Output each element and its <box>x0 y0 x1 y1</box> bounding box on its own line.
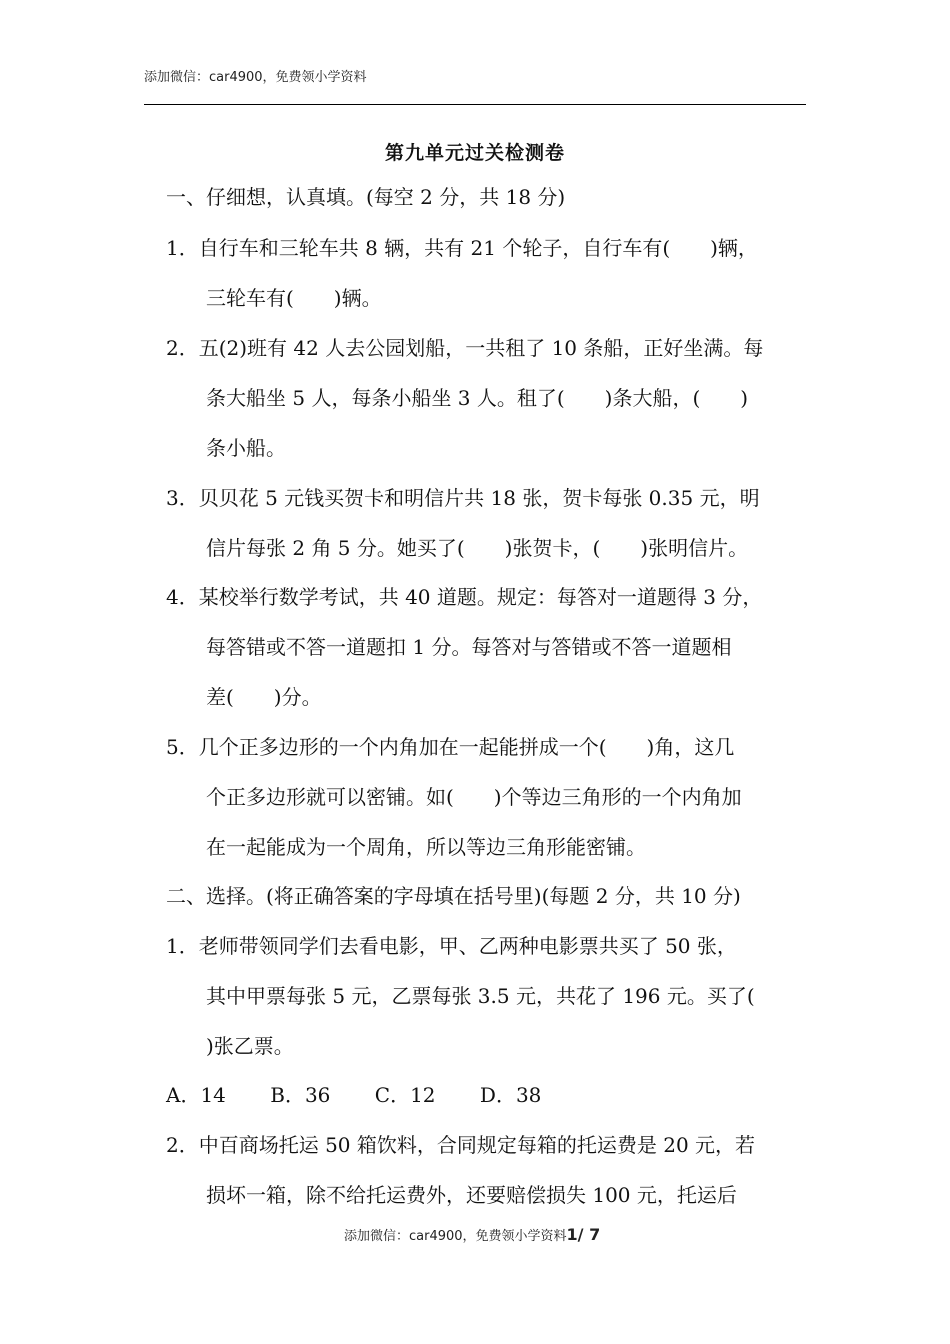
s1-q5-line3: 在一起能成为一个周角，所以等边三角形能密铺。 <box>206 835 646 859</box>
s2-q2-line1: 2．中百商场托运 50 箱饮料，合同规定每箱的托运费是 20 元，若 <box>166 1133 756 1157</box>
s1-q2-line3: 条小船。 <box>206 436 286 460</box>
s1-q1-line1: 1．自行车和三轮车共 8 辆，共有 21 个轮子，自行车有( )辆， <box>166 236 758 260</box>
header-divider <box>144 104 806 105</box>
footer-note: 添加微信：car4900，免费领小学资料 <box>344 1229 567 1244</box>
page-number: 1/ 7 <box>566 1225 601 1244</box>
s2-q2-line2: 损坏一箱，除不给托运费外，还要赔偿损失 100 元，托运后 <box>206 1183 737 1207</box>
s1-q2-line1: 2．五(2)班有 42 人去公园划船，一共租了 10 条船，正好坐满。每 <box>166 336 764 360</box>
option-c: C．12 <box>374 1083 436 1107</box>
s1-q3-line1: 3．贝贝花 5 元钱买贺卡和明信片共 18 张，贺卡每张 0.35 元，明 <box>166 486 760 510</box>
option-a: A．14 <box>166 1083 226 1107</box>
s1-q4-line2: 每答错或不答一道题扣 1 分。每答对与答错或不答一道题相 <box>206 635 732 659</box>
s1-q4-line1: 4．某校举行数学考试，共 40 道题。规定：每答对一道题得 3 分， <box>166 585 763 609</box>
page-title: 第九单元过关检测卷 <box>384 142 565 164</box>
s1-q5-line1: 5．几个正多边形的一个内角加在一起能拼成一个( )角，这几 <box>166 735 735 759</box>
section-1-heading: 一、仔细想，认真填。(每空 2 分，共 18 分) <box>166 185 566 209</box>
s2-q1-line1: 1．老师带领同学们去看电影，甲、乙两种电影票共买了 50 张， <box>166 934 737 958</box>
s1-q5-line2: 个正多边形就可以密铺。如( )个等边三角形的一个内角加 <box>206 785 742 809</box>
s2-q1-line2: 其中甲票每张 5 元，乙票每张 3.5 元，共花了 196 元。买了( <box>206 984 755 1008</box>
s1-q3-line2: 信片每张 2 角 5 分。她买了( )张贺卡，( )张明信片。 <box>206 536 749 560</box>
s2-q1-options <box>166 1083 579 1107</box>
s1-q1-line2: 三轮车有( )辆。 <box>206 286 382 310</box>
option-d: D．38 <box>479 1083 542 1107</box>
section-2-heading: 二、选择。(将正确答案的字母填在括号里)(每题 2 分，共 10 分) <box>166 884 741 908</box>
s1-q4-line3: 差( )分。 <box>206 685 322 709</box>
header-note: 添加微信：car4900，免费领小学资料 <box>144 70 367 85</box>
s2-q1-line3: )张乙票。 <box>206 1034 294 1058</box>
option-b: B．36 <box>270 1083 331 1107</box>
footer <box>344 1225 600 1244</box>
s1-q2-line2: 条大船坐 5 人，每条小船坐 3 人。租了( )条大船，( ) <box>206 386 749 410</box>
